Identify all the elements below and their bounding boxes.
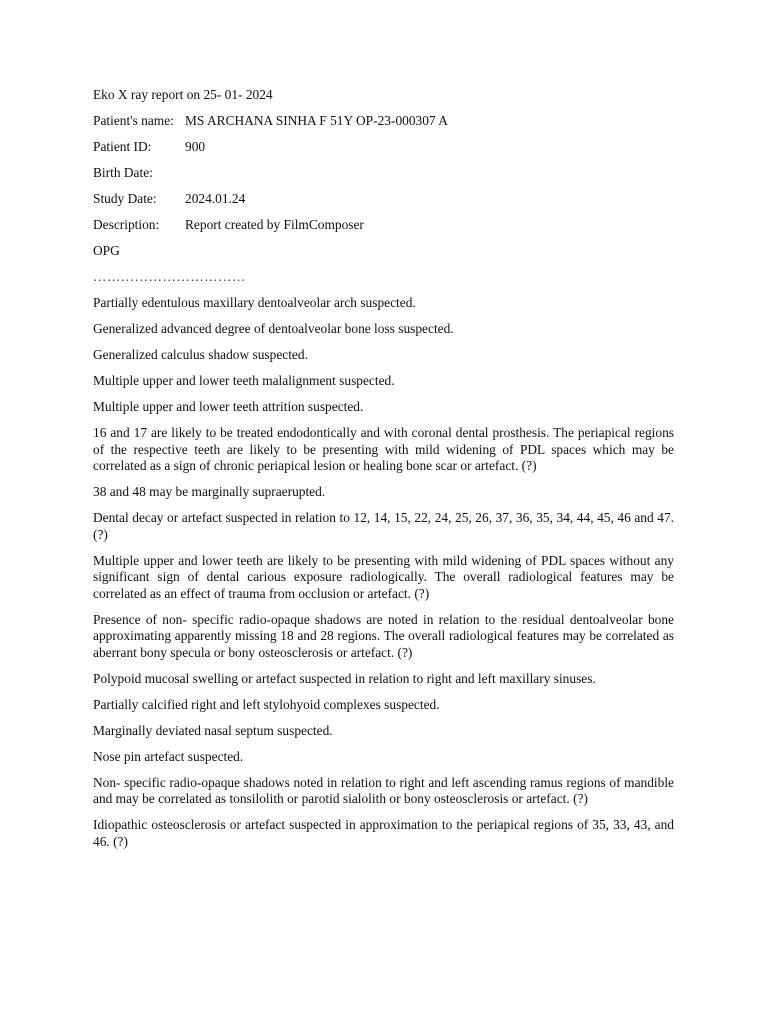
finding-12: Partially calcified right and left stylohyoid complexes suspected.: [93, 696, 440, 712]
report-page: [93, 87, 674, 860]
patient-name-label: Patient's name:: [93, 113, 174, 128]
finding-8: Dental decay or artefact suspected in relation to 12, 14, 15, 22, 24, 25, 26, 37, 36, 35, 34, 44, 45, 46 and 47. (?): [93, 510, 674, 542]
description-value: Report created by FilmComposer: [185, 217, 364, 232]
study-date-row: [93, 191, 674, 208]
report-title: Eko X ray report on 25- 01- 2024: [93, 87, 273, 102]
section-separator: ……………………………: [93, 269, 246, 284]
finding-9: Multiple upper and lower teeth are likely to be presenting with mild widening of PDL spaces without any significant sign of dental carious exposure radiologically. The overall radiological features may be correlated as an effect of trauma from occlusion or artefact. (?): [93, 552, 674, 601]
description-label: Description:: [93, 217, 160, 232]
finding-7: 38 and 48 may be marginally supraerupted.: [93, 484, 326, 499]
finding-15: Non- specific radio-opaque shadows noted in relation to right and left ascending ramus regions of mandible and may be correlated as tonsilolith or parotid sialolith or bony osteosclerosis or artefact. (?): [93, 774, 674, 806]
birth-date-label: Birth Date:: [93, 165, 153, 180]
description-row: [93, 217, 674, 234]
finding-2: Generalized advanced degree of dentoalveolar bone loss suspected.: [93, 321, 454, 336]
finding-16: Idiopathic osteosclerosis or artefact suspected in approximation to the periapical regions of 35, 33, 43, and 46. (?): [93, 817, 674, 849]
finding-11: Polypoid mucosal swelling or artefact suspected in relation to right and left maxillary sinuses.: [93, 670, 596, 686]
finding-6: 16 and 17 are likely to be treated endodontically and with coronal dental prosthesis. The periapical regions of the respective teeth are likely to be presenting with mild widening of PDL spaces which may be correlated as a sign of chronic periapical lesion or healing bone scar or artefact. (?): [93, 425, 674, 473]
study-date-value: 2024.01.24: [185, 191, 246, 206]
patient-id-label: Patient ID:: [93, 139, 152, 154]
patient-id-value: 900: [185, 139, 206, 154]
birth-date-row: [93, 165, 674, 182]
patient-id-row: [93, 139, 674, 156]
patient-name-value: MS ARCHANA SINHA F 51Y OP-23-000307 A: [185, 113, 448, 128]
patient-name-row: [93, 113, 674, 130]
finding-14: Nose pin artefact suspected.: [93, 748, 244, 764]
finding-3: Generalized calculus shadow suspected.: [93, 347, 308, 362]
modality-label: OPG: [93, 243, 120, 258]
finding-10: Presence of non- specific radio-opaque shadows are noted in relation to the residual dentoalveolar bone approximating apparently missing 18 and 28 regions. The overall radiological features may be correlated as aberrant bony specula or bony osteosclerosis or artefact. (?): [93, 611, 674, 660]
finding-5: Multiple upper and lower teeth attrition suspected.: [93, 399, 364, 414]
finding-1: Partially edentulous maxillary dentoalveolar arch suspected.: [93, 295, 416, 310]
finding-4: Multiple upper and lower teeth malalignment suspected.: [93, 373, 395, 388]
finding-13: Marginally deviated nasal septum suspected.: [93, 722, 333, 738]
study-date-label: Study Date:: [93, 191, 157, 206]
